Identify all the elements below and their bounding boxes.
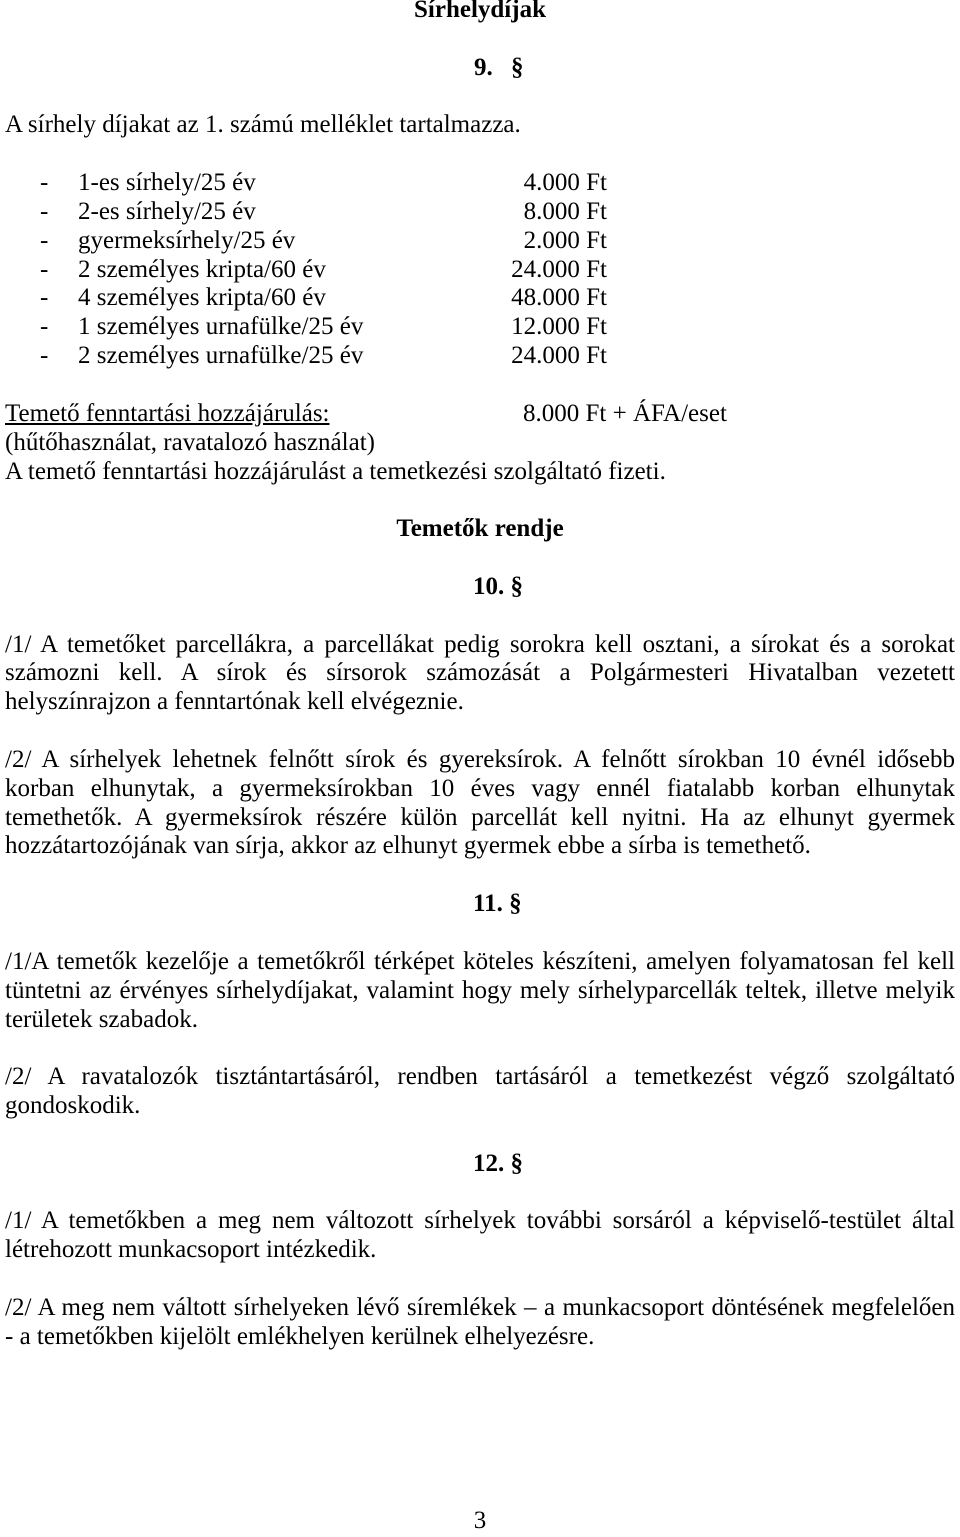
paragraph-line: hozzátartozójának van sírja, akkor az elhunyt gyermek ebbe a sírba is temethető.	[5, 832, 811, 860]
paragraph	[5, 1063, 955, 1121]
fee-price: 4.000 Ft	[523, 169, 607, 197]
paragraph-line: /2/ A sírhelyek lehetnek felnőtt sírok és gyereksírok. A felnőtt sírokban 10 évnél idősebb	[5, 745, 955, 773]
page-number: 3	[473, 1507, 487, 1534]
paragraph	[5, 948, 955, 1035]
fee-price: 24.000 Ft	[511, 255, 607, 283]
page-title: Sírhelydíjak	[414, 0, 546, 23]
maintenance-fee-note: (hűtőhasználat, ravatalozó használat)	[5, 428, 375, 456]
paragraph-line: /1/A temetők kezelője a temetőkről térképet köteles készíteni, amelyen folyamatosan fel kell	[5, 947, 955, 975]
paragraph-line: temethetők. A gyermeksírok részére külön parcellát kell nyitni. Ha az elhunyt gyermek	[5, 803, 955, 831]
fee-row	[5, 284, 955, 313]
fees-intro: A sírhely díjakat az 1. számú melléklet tartalmazza.	[5, 111, 521, 139]
fee-price: 12.000 Ft	[511, 313, 607, 341]
fee-row	[5, 227, 955, 256]
list-marker: -	[40, 197, 49, 225]
chapter-title: Temetők rendje	[396, 515, 564, 543]
paragraph-line: tüntetni az érvényes sírhelydíjakat, valamint hogy mely sírhelyparcellák teltek, illetve melyik	[5, 976, 955, 1004]
fee-item: gyermeksírhely/25 év	[78, 226, 296, 254]
paragraph-line: /1/ A temetőket parcellákra, a parcellákat pedig sorokra kell osztani, a sírokat és a sorokat	[5, 630, 955, 658]
paragraph-line: /2/ A meg nem váltott sírhelyeken lévő síremlékek – a munkacsoport döntésének megfelelően	[5, 1293, 955, 1321]
maintenance-fee-price: 8.000 Ft + ÁFA/eset	[523, 399, 727, 427]
fee-item: 1-es sírhely/25 év	[78, 169, 256, 197]
section-heading-9: 9. §	[474, 53, 524, 81]
fee-item: 2 személyes urnafülke/25 év	[78, 342, 364, 370]
list-marker: -	[40, 313, 49, 341]
paragraph-line: /1/ A temetőkben a meg nem változott sírhelyek további sorsáról a képviselő-testület által	[5, 1207, 955, 1235]
fee-row	[5, 198, 955, 227]
section-heading-11: 11. §	[473, 890, 522, 918]
paragraph-line: területek szabadok.	[5, 1005, 198, 1033]
fee-row	[5, 342, 955, 371]
paragraph-line: helyszínrajzon a fenntartónak kell elvégeznie.	[5, 688, 464, 716]
list-marker: -	[40, 284, 49, 312]
paragraph-line: korban elhunytak, a gyermeksírokban 10 éves vagy ennél fiatalabb korban elhunytak	[5, 774, 955, 802]
paragraph	[5, 1207, 955, 1265]
fee-item: 4 személyes kripta/60 év	[78, 284, 326, 312]
fee-price: 48.000 Ft	[511, 284, 607, 312]
paragraph-line: létrehozott munkacsoport intézkedik.	[5, 1236, 377, 1264]
maintenance-fee-row	[5, 400, 955, 429]
list-marker: -	[40, 226, 49, 254]
list-marker: -	[40, 169, 49, 197]
fee-item: 1 személyes urnafülke/25 év	[78, 313, 364, 341]
fee-price: 8.000 Ft	[523, 197, 607, 225]
paragraph-line: - a temetőkben kijelölt emlékhelyen kerülnek elhelyezésre.	[5, 1322, 595, 1350]
paragraph-line: számozni kell. A sírok és sírsorok számozását a Polgármesteri Hivatalban vezetett	[5, 659, 955, 687]
paragraph	[5, 1294, 955, 1352]
fee-price: 24.000 Ft	[511, 342, 607, 370]
fee-list	[5, 169, 955, 371]
fee-row	[5, 256, 955, 285]
fee-row	[5, 313, 955, 342]
paragraph-line: gondoskodik.	[5, 1092, 141, 1120]
fee-row	[5, 169, 955, 198]
fee-item: 2-es sírhely/25 év	[78, 197, 256, 225]
section-heading-10: 10. §	[473, 572, 523, 600]
fee-price: 2.000 Ft	[523, 226, 607, 254]
paragraph	[5, 631, 955, 718]
fee-item: 2 személyes kripta/60 év	[78, 255, 326, 283]
list-marker: -	[40, 342, 49, 370]
list-marker: -	[40, 255, 49, 283]
document-page	[5, 0, 955, 1352]
maintenance-fee-label: Temető fenntartási hozzájárulás:	[5, 399, 330, 427]
section-heading-12: 12. §	[473, 1149, 523, 1177]
paragraph-line: /2/ A ravatalozók tisztántartásáról, rendben tartásáról a temetkezést végző szolgáltató	[5, 1063, 955, 1091]
maintenance-fee-payer: A temető fenntartási hozzájárulást a temetkezési szolgáltató fizeti.	[5, 457, 666, 485]
paragraph	[5, 746, 955, 861]
